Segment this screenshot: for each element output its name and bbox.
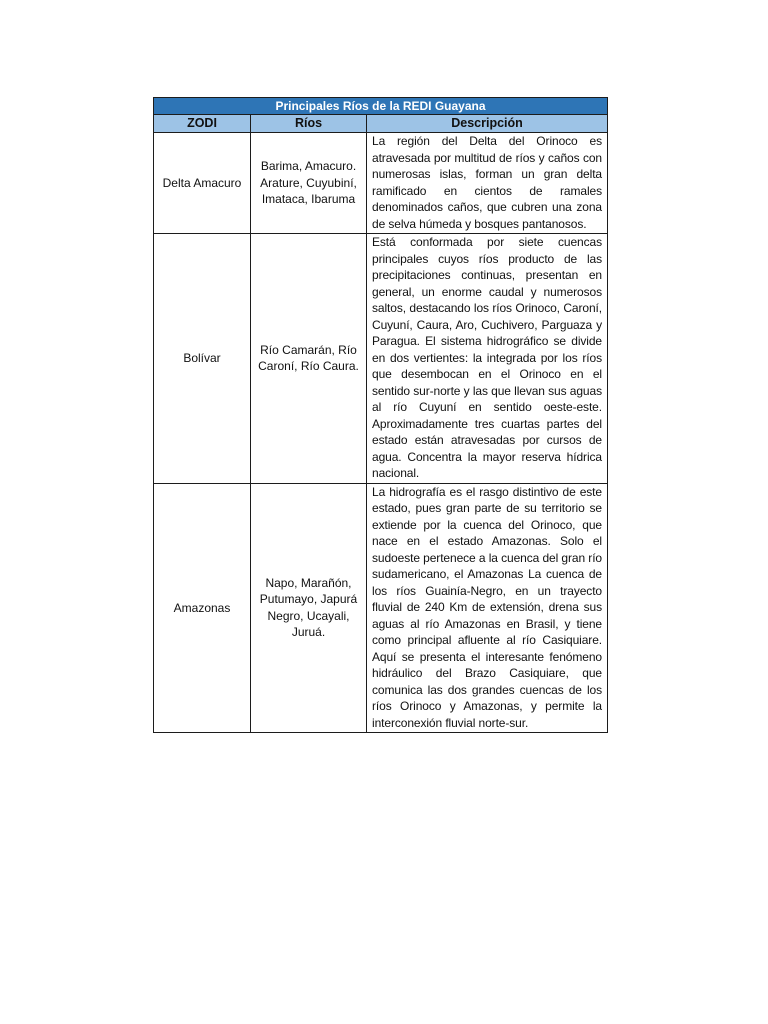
- zodi-cell: Delta Amacuro: [154, 133, 251, 234]
- table-header-row: [154, 115, 608, 133]
- table-row: [154, 483, 608, 733]
- header-descripcion: Descripción: [367, 115, 608, 133]
- table-title-row: [154, 98, 608, 115]
- table-row: [154, 133, 608, 234]
- table-row: [154, 234, 608, 484]
- rios-cell: Río Camarán, Río Caroní, Río Caura.: [251, 234, 367, 484]
- rios-cell: Napo, Marañón, Putumayo, Japurá Negro, Ucayali, Juruá.: [251, 483, 367, 733]
- descripcion-cell: Está conformada por siete cuencas principales cuyos ríos producto de las precipitaciones continuas, presentan en general, un enorme caudal y numerosos saltos, destacando los ríos Orinoco, Caroní, Cuyuní, Caura, Aro, Cuchivero, Parguaza y Paragua. El sistema hidrográfico se divide en dos vertientes: la integrada por los ríos que desembocan en el Orinoco en el sentido sur-norte y las que llevan sus aguas al río Cuyuní en sentido oeste-este. Aproximadamente tres cuartas partes del estado están atravesadas por cursos de agua. Concentra la mayor reserva hídrica nacional.: [367, 234, 608, 484]
- header-zodi: ZODI: [154, 115, 251, 133]
- header-rios: Ríos: [251, 115, 367, 133]
- descripcion-cell: La hidrografía es el rasgo distintivo de este estado, pues gran parte de su territorio se extiende por la cuenca del Orinoco, que nace en el estado Amazonas. Solo el sudoeste pertenece a la cuenca del gran río sudamericano, el Amazonas La cuenca de los ríos Guainía-Negro, en un trayecto fluvial de 240 Km de extensión, drena sus aguas al río Amazonas en Brasil, y tiene como principal afluente al río Casiquiare. Aquí se presenta el interesante fenómeno hidráulico del Brazo Casiquiare, que comunica las dos grandes cuencas de los ríos Orinoco y Amazonas, y permite la interconexión fluvial norte-sur.: [367, 483, 608, 733]
- rivers-table: [153, 97, 608, 733]
- rivers-table-container: [153, 97, 607, 733]
- descripcion-cell: La región del Delta del Orinoco es atravesada por multitud de ríos y caños con numerosas islas, forman un gran delta ramificado en cientos de ramales denominados caños, que cubren una zona de selva húmeda y bosques pantanosos.: [367, 133, 608, 234]
- rios-cell: Barima, Amacuro. Arature, Cuyubiní, Imataca, Ibaruma: [251, 133, 367, 234]
- table-title: Principales Ríos de la REDI Guayana: [154, 98, 608, 115]
- zodi-cell: Amazonas: [154, 483, 251, 733]
- zodi-cell: Bolívar: [154, 234, 251, 484]
